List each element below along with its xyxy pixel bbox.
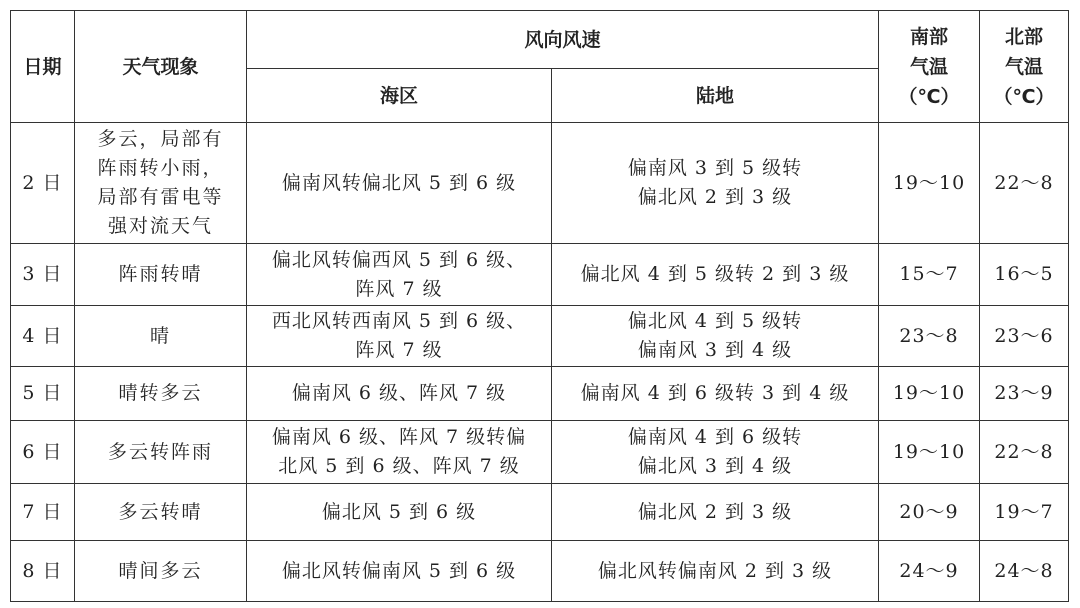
cell-sea-wind: 偏南风 6 级、阵风 7 级 bbox=[247, 367, 552, 421]
header-north-temp: 北部 气温 （℃） bbox=[980, 11, 1069, 123]
cell-sea-wind: 偏南风 6 级、阵风 7 级转偏 北风 5 到 6 级、阵风 7 级 bbox=[247, 421, 552, 484]
cell-date: 7 日 bbox=[11, 484, 75, 541]
header-south-temp: 南部 气温 （℃） bbox=[879, 11, 980, 123]
table-row bbox=[11, 541, 1069, 602]
cell-south-temp: 23～8 bbox=[879, 306, 980, 367]
cell-weather: 晴间多云 bbox=[75, 541, 247, 602]
header-wind: 风向风速 bbox=[247, 11, 879, 69]
table-row bbox=[11, 306, 1069, 367]
cell-land-wind: 偏南风 4 到 6 级转 偏北风 3 到 4 级 bbox=[552, 421, 879, 484]
cell-north-temp: 23～9 bbox=[980, 367, 1069, 421]
cell-date: 2 日 bbox=[11, 123, 75, 244]
cell-south-temp: 24～9 bbox=[879, 541, 980, 602]
cell-sea-wind: 偏北风转偏西风 5 到 6 级、 阵风 7 级 bbox=[247, 244, 552, 306]
cell-land-wind: 偏北风 2 到 3 级 bbox=[552, 484, 879, 541]
cell-south-temp: 20～9 bbox=[879, 484, 980, 541]
table-row bbox=[11, 484, 1069, 541]
cell-weather: 多云转阵雨 bbox=[75, 421, 247, 484]
cell-north-temp: 19～7 bbox=[980, 484, 1069, 541]
header-land: 陆地 bbox=[552, 69, 879, 123]
cell-weather: 多云，局部有 阵雨转小雨， 局部有雷电等 强对流天气 bbox=[75, 123, 247, 244]
cell-south-temp: 15～7 bbox=[879, 244, 980, 306]
table-row bbox=[11, 244, 1069, 306]
cell-date: 3 日 bbox=[11, 244, 75, 306]
cell-date: 4 日 bbox=[11, 306, 75, 367]
cell-date: 5 日 bbox=[11, 367, 75, 421]
cell-land-wind: 偏南风 3 到 5 级转 偏北风 2 到 3 级 bbox=[552, 123, 879, 244]
cell-sea-wind: 西北风转西南风 5 到 6 级、 阵风 7 级 bbox=[247, 306, 552, 367]
cell-date: 6 日 bbox=[11, 421, 75, 484]
cell-north-temp: 16～5 bbox=[980, 244, 1069, 306]
cell-north-temp: 23～6 bbox=[980, 306, 1069, 367]
table-row bbox=[11, 123, 1069, 244]
cell-weather: 多云转晴 bbox=[75, 484, 247, 541]
cell-weather: 晴 bbox=[75, 306, 247, 367]
cell-weather: 阵雨转晴 bbox=[75, 244, 247, 306]
header-weather: 天气现象 bbox=[75, 11, 247, 123]
cell-land-wind: 偏北风 4 到 5 级转 2 到 3 级 bbox=[552, 244, 879, 306]
cell-south-temp: 19～10 bbox=[879, 421, 980, 484]
cell-land-wind: 偏北风 4 到 5 级转 偏南风 3 到 4 级 bbox=[552, 306, 879, 367]
header-sea: 海区 bbox=[247, 69, 552, 123]
cell-land-wind: 偏北风转偏南风 2 到 3 级 bbox=[552, 541, 879, 602]
cell-weather: 晴转多云 bbox=[75, 367, 247, 421]
cell-sea-wind: 偏北风转偏南风 5 到 6 级 bbox=[247, 541, 552, 602]
cell-north-temp: 22～8 bbox=[980, 421, 1069, 484]
cell-north-temp: 24～8 bbox=[980, 541, 1069, 602]
cell-sea-wind: 偏南风转偏北风 5 到 6 级 bbox=[247, 123, 552, 244]
header-date: 日期 bbox=[11, 11, 75, 123]
header-row-top bbox=[11, 11, 1069, 69]
cell-sea-wind: 偏北风 5 到 6 级 bbox=[247, 484, 552, 541]
table-row bbox=[11, 367, 1069, 421]
cell-land-wind: 偏南风 4 到 6 级转 3 到 4 级 bbox=[552, 367, 879, 421]
cell-south-temp: 19～10 bbox=[879, 123, 980, 244]
weather-forecast-table bbox=[10, 10, 1069, 602]
cell-date: 8 日 bbox=[11, 541, 75, 602]
cell-north-temp: 22～8 bbox=[980, 123, 1069, 244]
table-row bbox=[11, 421, 1069, 484]
cell-south-temp: 19～10 bbox=[879, 367, 980, 421]
